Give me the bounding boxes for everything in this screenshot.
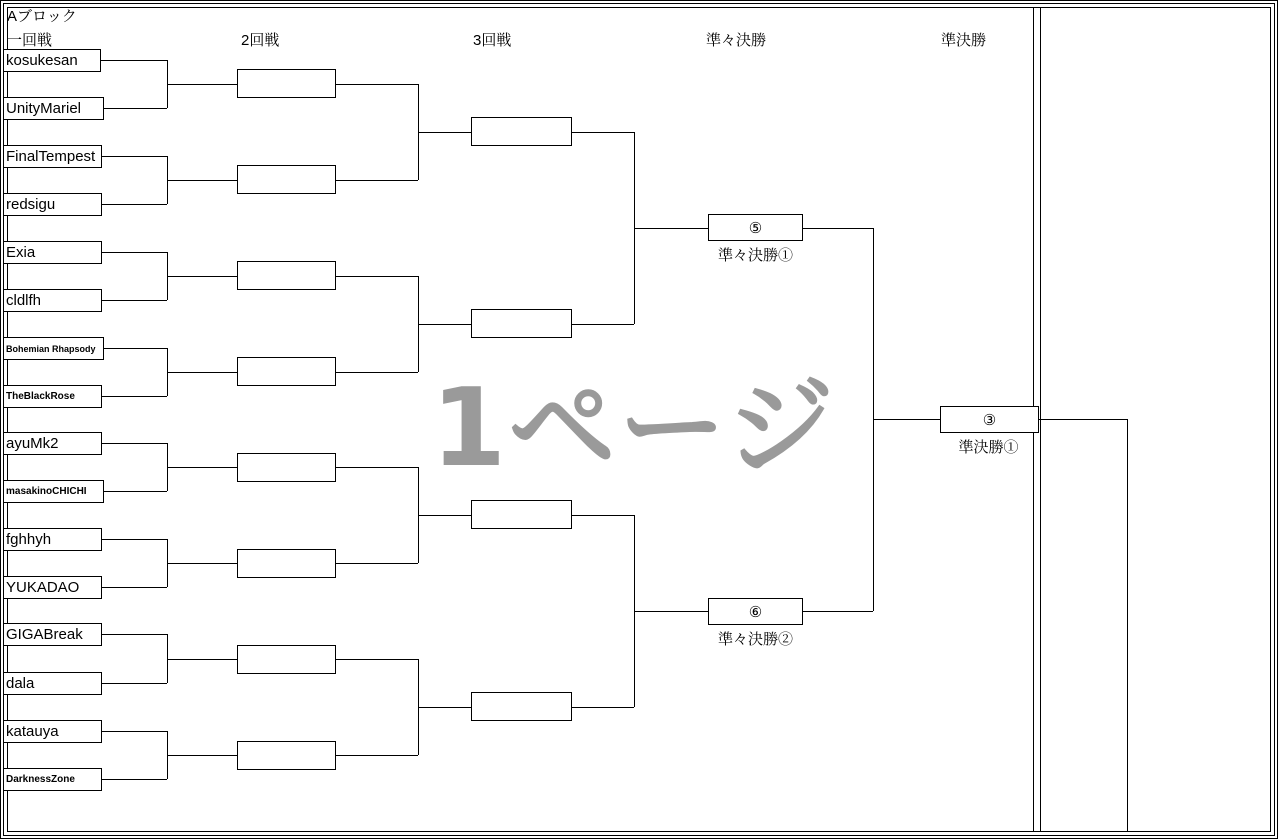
connector	[104, 348, 167, 349]
connector	[336, 84, 418, 85]
connector	[418, 515, 471, 516]
match-box-round2[interactable]	[237, 741, 336, 770]
connector	[336, 180, 418, 181]
connector	[167, 563, 237, 564]
connector	[634, 611, 708, 612]
connector	[104, 108, 167, 109]
player-box[interactable]: UnityMariel	[3, 97, 104, 120]
match-box-round3[interactable]	[471, 692, 572, 721]
match-box-round2[interactable]	[237, 165, 336, 194]
connector	[102, 252, 167, 253]
connector	[104, 491, 167, 492]
connector	[102, 731, 167, 732]
connector	[102, 443, 167, 444]
connector	[803, 611, 873, 612]
player-box[interactable]: DarknessZone	[3, 768, 102, 791]
round-header-1: 一回戦	[7, 32, 53, 49]
match-box-round3[interactable]	[471, 309, 572, 338]
connector	[167, 467, 237, 468]
connector	[167, 659, 237, 660]
match-box-round2[interactable]	[237, 453, 336, 482]
connector	[873, 419, 940, 420]
semifinal-caption: 準決勝①	[958, 439, 1019, 456]
page-watermark: 1ページ	[431, 366, 836, 491]
match-box-round2[interactable]	[237, 645, 336, 674]
match-box-round3[interactable]	[471, 117, 572, 146]
match-box-round3[interactable]	[471, 500, 572, 529]
connector	[167, 755, 237, 756]
connector	[102, 539, 167, 540]
connector	[418, 707, 471, 708]
connector	[102, 300, 167, 301]
player-box[interactable]: kosukesan	[3, 49, 101, 72]
player-box[interactable]: YUKADAO	[3, 576, 102, 599]
player-box[interactable]: Bohemian Rhapsody	[3, 337, 104, 360]
player-box[interactable]: masakinoCHICHI	[3, 480, 104, 503]
match-box-round2[interactable]	[237, 549, 336, 578]
connector	[102, 634, 167, 635]
match-box-quarterfinal[interactable]: ⑤	[708, 214, 803, 241]
connector	[102, 156, 167, 157]
block-title: Aブロック	[7, 8, 77, 25]
connector	[418, 132, 471, 133]
connector	[102, 204, 167, 205]
connector	[102, 683, 167, 684]
player-box[interactable]: GIGABreak	[3, 623, 102, 646]
player-box[interactable]: Exia	[3, 241, 102, 264]
player-box[interactable]: TheBlackRose	[3, 385, 102, 408]
quarterfinal-caption: 準々決勝②	[717, 631, 793, 648]
match-box-semifinal[interactable]: ③	[940, 406, 1039, 433]
player-box[interactable]: dala	[3, 672, 102, 695]
connector	[336, 563, 418, 564]
connector	[572, 324, 634, 325]
connector	[102, 779, 167, 780]
match-box-round2[interactable]	[237, 69, 336, 98]
connector	[102, 396, 167, 397]
connector	[336, 659, 418, 660]
match-box-round2[interactable]	[237, 261, 336, 290]
match-box-round2[interactable]	[237, 357, 336, 386]
player-box[interactable]: katauya	[3, 720, 102, 743]
connector	[167, 84, 237, 85]
match-box-quarterfinal[interactable]: ⑥	[708, 598, 803, 625]
player-box[interactable]: redsigu	[3, 193, 102, 216]
connector	[803, 228, 873, 229]
round-header-3: 3回戦	[473, 32, 512, 49]
round-header-2: 2回戦	[241, 32, 280, 49]
connector	[634, 228, 708, 229]
connector	[336, 372, 418, 373]
player-box[interactable]: cldlfh	[3, 289, 102, 312]
connector	[102, 587, 167, 588]
connector	[167, 180, 237, 181]
quarterfinal-caption: 準々決勝①	[717, 247, 793, 264]
round-header-5: 準決勝	[941, 32, 987, 49]
connector	[1039, 419, 1127, 420]
connector	[418, 324, 471, 325]
player-box[interactable]: FinalTempest	[3, 145, 102, 168]
connector	[1127, 419, 1128, 831]
connector	[336, 467, 418, 468]
round-header-4: 準々決勝	[706, 32, 767, 49]
connector	[336, 755, 418, 756]
connector	[572, 132, 634, 133]
connector	[336, 276, 418, 277]
player-box[interactable]: fghhyh	[3, 528, 102, 551]
connector	[572, 515, 634, 516]
connector	[101, 60, 167, 61]
connector	[572, 707, 634, 708]
player-box[interactable]: ayuMk2	[3, 432, 102, 455]
connector	[167, 372, 237, 373]
connector	[167, 276, 237, 277]
